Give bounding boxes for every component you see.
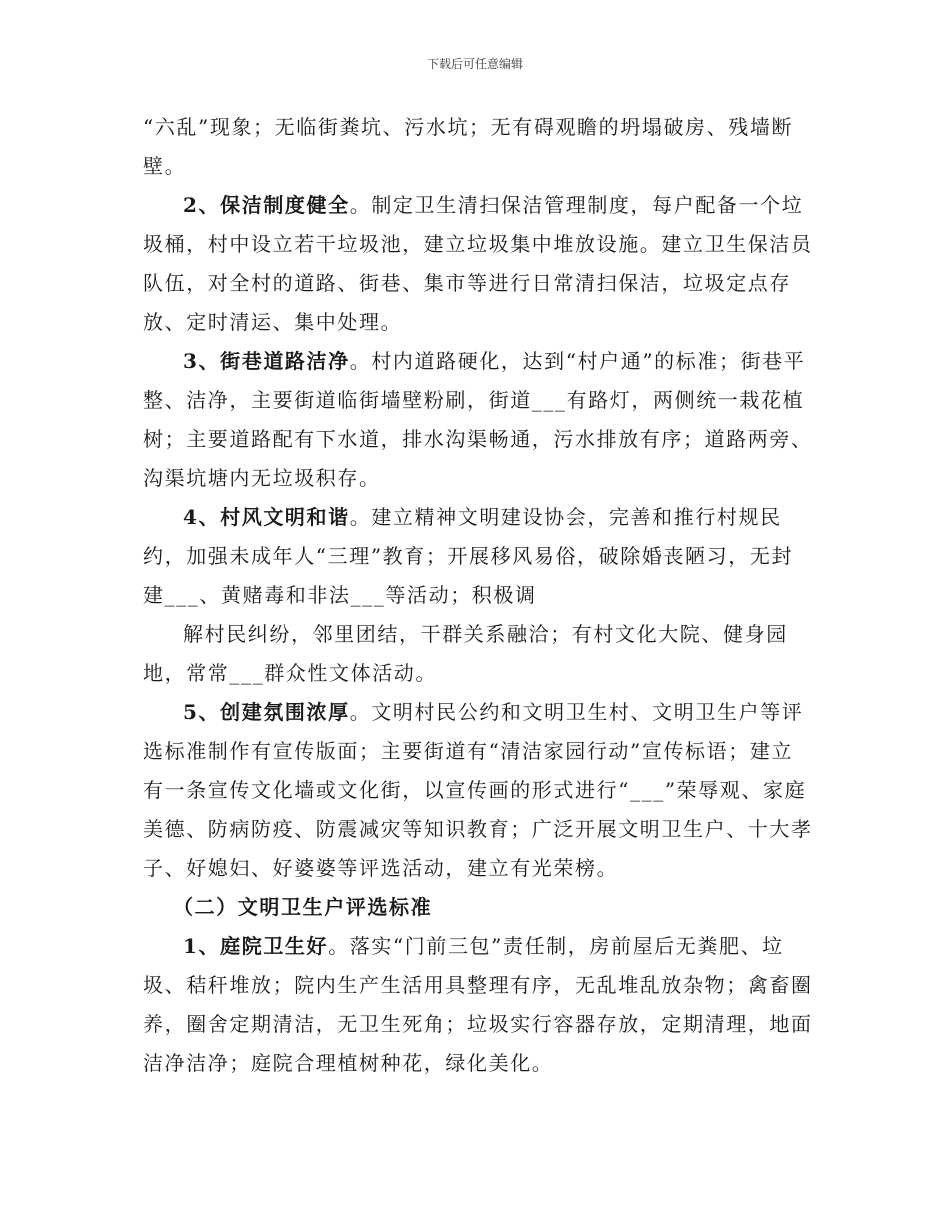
paragraph-1-text: “六乱”现象；无临街粪坑、污水坑；无有碍观瞻的坍塌破房、残墙断壁。 xyxy=(143,115,794,178)
paragraph-3 xyxy=(143,342,813,498)
paragraph-5 xyxy=(143,615,813,693)
paragraph-8-lead: 1、庭院卫生好 xyxy=(183,934,329,958)
paragraph-3-text: 。村内道路硬化，达到“村户通”的标准；街巷平整、洁净，主要街道临街墙壁粉刷，街道___有路灯，两侧统一栽花植树；主要道路配有下水道，排水沟渠畅通，污水排放有序；道路两旁、沟渠坑塘内无垃圾积存。 xyxy=(143,349,813,490)
document-body xyxy=(143,108,813,1083)
paragraph-5-text: 解村民纠纷，邻里团结，干群关系融洽；有村文化大院、健身园地，常常___群众性文体活动。 xyxy=(143,622,788,685)
paragraph-2-text: 。制定卫生清扫保洁管理制度，每户配备一个垃圾桶，村中设立若干垃圾池，建立垃圾集中堆放设施。建立卫生保洁员队伍，对全村的道路、街巷、集市等进行日常清扫保洁，垃圾定点存放、定时清运、集中处理。 xyxy=(143,193,813,334)
paragraph-8-text: 。落实“门前三包”责任制，房前屋后无粪肥、垃圾、秸秆堆放；院内生产生活用具整理有序，无乱堆乱放杂物；禽畜圈养，圈舍定期清洁，无卫生死角；垃圾实行容器存放，定期清理，地面洁净洁净；庭院合理植树种花，绿化美化。 xyxy=(143,934,813,1075)
paragraph-1 xyxy=(143,108,813,186)
paragraph-6 xyxy=(143,693,813,888)
paragraph-4-lead: 4、村风文明和谐 xyxy=(183,505,350,529)
section-heading: （二）文明卫生户评选标准 xyxy=(173,895,433,919)
paragraph-8 xyxy=(143,927,813,1083)
paragraph-3-lead: 3、街巷道路洁净 xyxy=(183,349,350,373)
paragraph-2 xyxy=(143,186,813,342)
paragraph-4 xyxy=(143,498,813,615)
download-note: 下载后可任意编辑 xyxy=(426,57,523,71)
paragraph-4-text: 。建立精神文明建设协会，完善和推行村规民约，加强未成年人“三理”教育；开展移风易俗，破除婚丧陋习，无封建___、黄赌毒和非法___等活动；积极调 xyxy=(143,505,794,607)
paragraph-2-lead: 2、保洁制度健全 xyxy=(183,193,350,217)
paragraph-6-lead: 5、创建氛围浓厚 xyxy=(183,700,350,724)
paragraph-6-text: 。文明村民公约和文明卫生村、文明卫生户等评选标准制作有宣传版面；主要街道有“清洁家园行动”宣传标语；建立有一条宣传文化墙或文化街，以宣传画的形式进行“___”荣辱观、家庭美德、防病防疫、防震减灾等知识教育；广泛开展文明卫生户、十大孝子、好媳妇、好婆婆等评选活动，建立有光荣榜。 xyxy=(143,700,813,880)
